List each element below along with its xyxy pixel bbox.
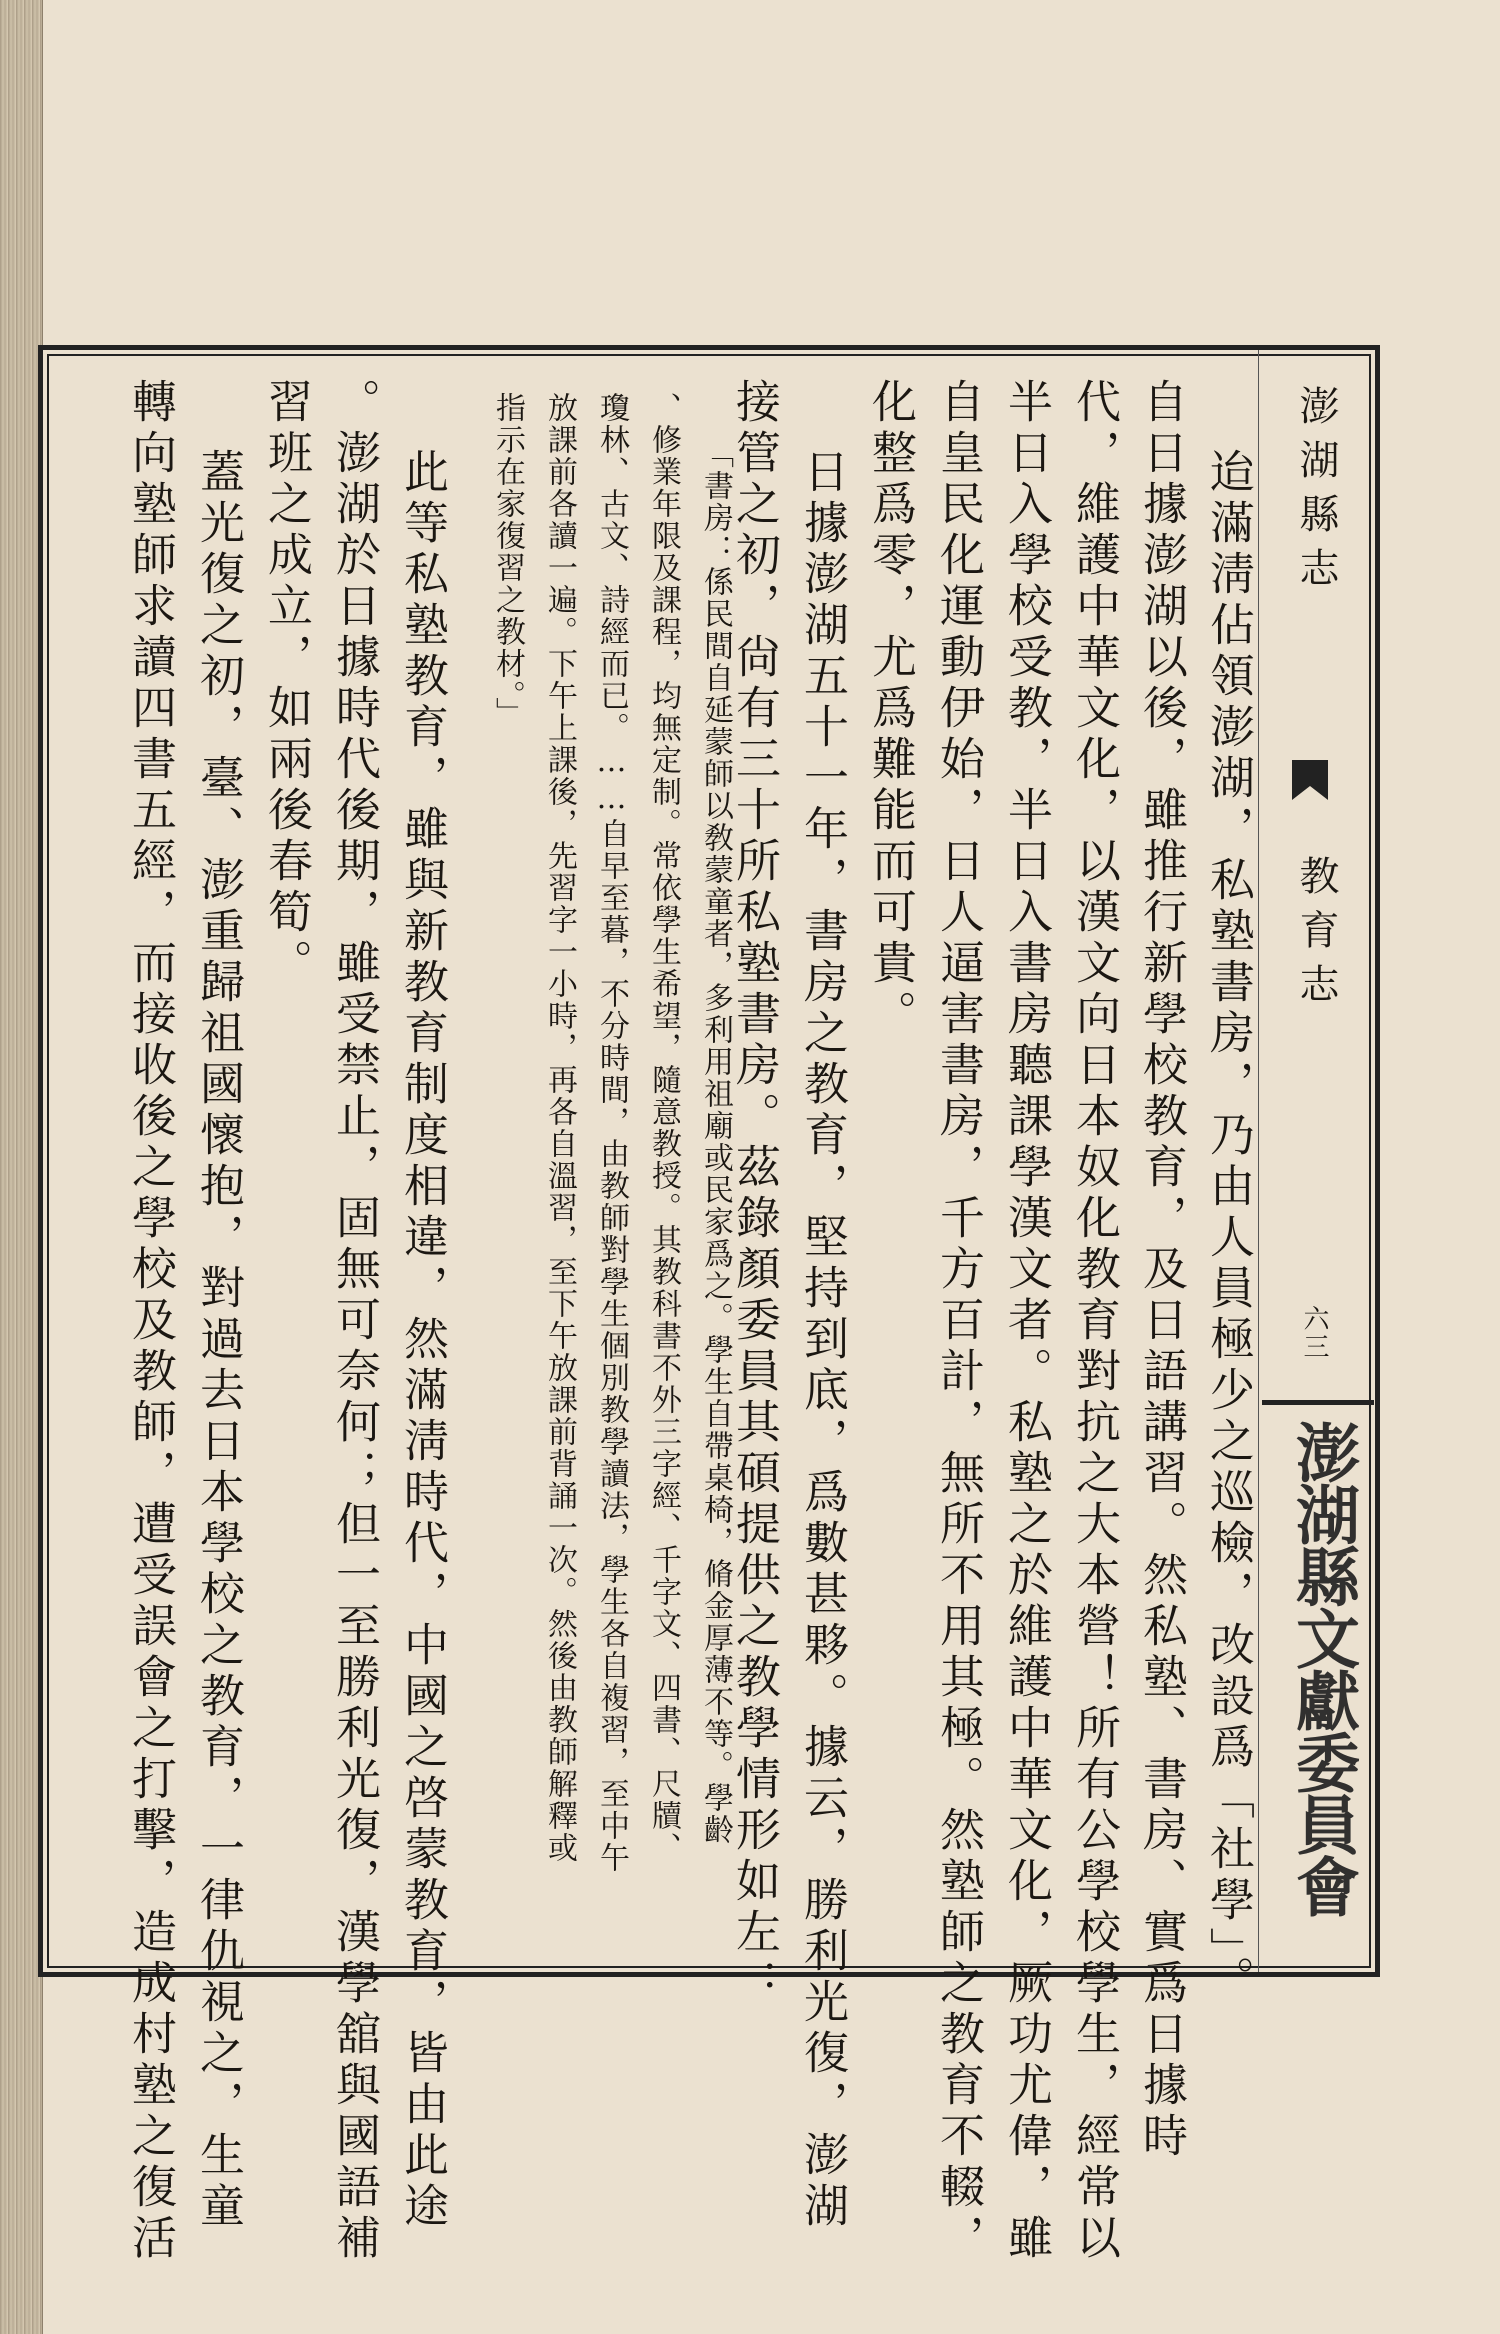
page-edge: [0, 0, 43, 2334]
text-column: 此等私塾教育，雖與新教育制度相違，然滿淸時代，中國之啓蒙教育，皆由此途: [396, 448, 449, 2233]
text-column: 迨滿淸佔領澎湖，私塾書房，乃由人員極少之巡檢，改設爲「社學」。: [1202, 448, 1255, 2007]
page-number: 六三: [1299, 1305, 1329, 1361]
text-column: 習班之成立，如兩後春筍。: [260, 378, 313, 990]
text-column: 化整爲零，尤爲難能而可貴。: [864, 378, 917, 1041]
text-column: 。澎湖於日據時代後期，雖受禁止，固無可奈何；但一至勝利光復，漢學舘與國語補: [328, 378, 381, 2265]
quote-column: 指示在家復習之教材。」: [490, 392, 525, 729]
publisher-stamp: 澎湖縣文獻委員會: [1285, 1420, 1360, 1916]
book-title: 澎湖縣志: [1293, 385, 1339, 601]
section-title: 教育志: [1293, 855, 1339, 1017]
text-column: 半日入學校受教，半日入書房聽課學漢文者。私塾之於維護中華文化，厥功尤偉，雖: [1000, 378, 1053, 2265]
quote-column: 、修業年限及課程，均無定制。常依學生希望，隨意教授。其教科書不外三字經、千字文、四書、尺牘、: [646, 392, 681, 1864]
quote-column: 瓊林、古文、詩經而已。……自早至暮，不分時間，由教師對學生個別教學讀法，學生各自複習，至中午: [594, 392, 629, 1874]
text-column: 自皇民化運動伊始，日人逼害書房，千方百計，無所不用其極。然塾師之教育不輟，: [932, 378, 985, 2265]
quote-column: 放課前各讀一遍。下午上課後，先習字一小時，再各自溫習，至下午放課前背誦一次。然後由教師解釋或: [542, 392, 577, 1864]
text-column: 接管之初，尙有三十所私塾書房。茲錄顏委員其碩提供之教學情形如左：: [728, 378, 781, 2010]
margin-rule: [1262, 1400, 1374, 1405]
text-column: 代，維護中華文化，以漢文向日本奴化教育對抗之大本營！所有公學校學生，經常以: [1068, 378, 1121, 2265]
quote-column: 「書房：係民間自延蒙師以敎蒙童者，多利用祖廟或民家爲之。學生自帶桌椅，脩金厚薄不等。學齡: [698, 438, 733, 1846]
text-column: 轉向塾師求讀四書五經，而接收後之學校及教師，遭受誤會之打擊，造成村塾之復活: [124, 378, 177, 2265]
text-column: 蓋光復之初，臺、澎重歸祖國懷抱，對過去日本學校之教育，一律仇視之，生童: [192, 448, 245, 2233]
text-column: 日據澎湖五十一年，書房之教育，堅持到底，爲數甚夥。據云，勝利光復，澎湖: [796, 448, 849, 2233]
text-column: 自日據澎湖以後，雖推行新學校教育，及日語講習。然私塾、書房、實爲日據時: [1135, 378, 1188, 2163]
